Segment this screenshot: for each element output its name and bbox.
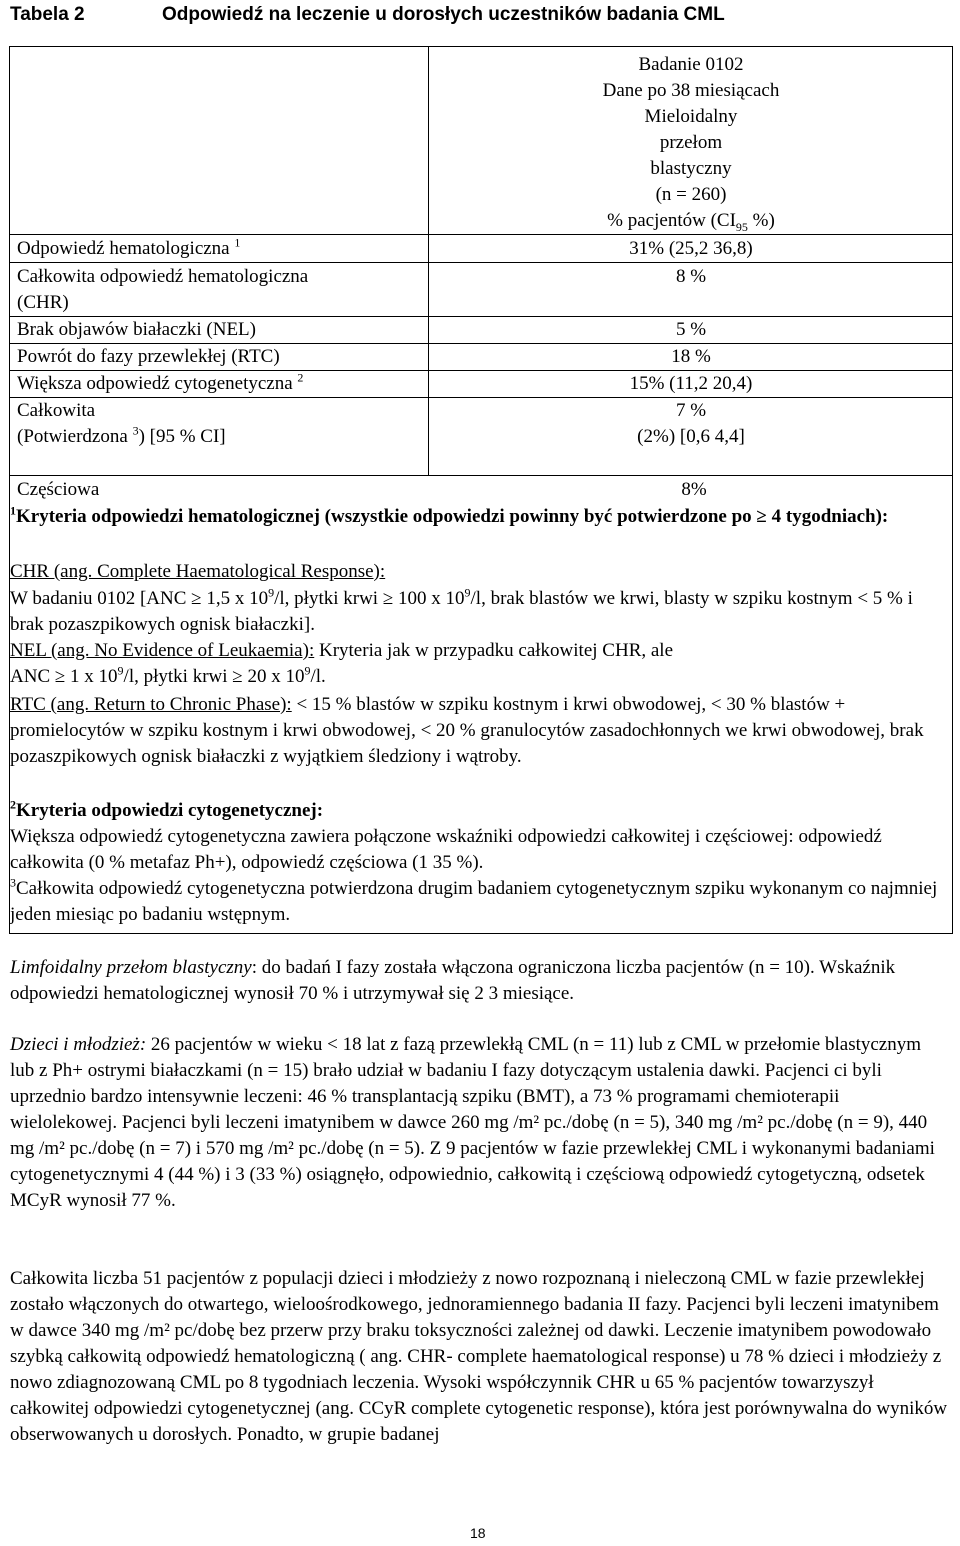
row-divider bbox=[9, 262, 953, 263]
row-hem-value: 31% (25,2 36,8) bbox=[629, 238, 753, 259]
header-data: Dane po 38 miesiącach bbox=[602, 80, 780, 101]
page-number: 18 bbox=[470, 1525, 486, 1541]
row-total-label-2: (Potwierdzona $^3$) [95 % CI] bbox=[17, 423, 226, 447]
row-chr-value: 8 % bbox=[675, 266, 707, 287]
table-caption-title: Odpowiedź na leczenie u dorosłych uczestników badania CML bbox=[162, 4, 725, 25]
footnote-chr-text: W badaniu 0102 [ANC ≥ 1,5 x $10^9/l$, płytki krwi ≥ 100 x $10^9/l$, brak blastów we krwi, blasty w szpiku kostnym < 5 % i brak pozaszpikowych ognisk białaczki]. bbox=[10, 585, 913, 635]
footnote-1-title: $^1$Kryteria odpowiedzi hematologicznej (wszystkie odpowiedzi powinny być potwierdzone po ≥ 4 tygodniach): bbox=[10, 503, 889, 527]
header-blastic: blastyczny bbox=[650, 158, 732, 179]
header-n: (n = 260) bbox=[655, 184, 727, 205]
footnote-3: $^3$Całkowita odpowiedź cytogenetyczna potwierdzona drugim badaniem cytogenetycznym szpiku wykonanym co najmniej jeden miesiąc po badaniu wstępnym. bbox=[10, 875, 938, 925]
row-chr-label-2: (CHR) bbox=[17, 292, 69, 313]
header-myeloid: Mieloidalny bbox=[644, 106, 738, 127]
row-total-value: 7 % bbox=[675, 400, 707, 421]
row-divider bbox=[9, 234, 429, 235]
row-divider bbox=[429, 234, 953, 235]
header-percent: % pacjentów ($CI_{95}$ %) bbox=[607, 210, 775, 234]
footnote-rtc: RTC (ang. Return to Chronic Phase): < 15 % blastów w szpiku kostnym i krwi obwodowej, < 30 % blastów + promielocytów w szpiku kostnym i krwi obwodowej, < 20 % granulocytów zasadochłonnych we krwi obwodowej, brak pozaszpikowych ognisk białaczki z wyjątkiem śledziony i wątroby. bbox=[10, 694, 924, 767]
header-study: Badanie 0102 bbox=[638, 54, 744, 75]
row-nel-label: Brak objawów białaczki (NEL) bbox=[17, 319, 256, 340]
paragraph-pediatric-study: Całkowita liczba 51 pacjentów z populacji dzieci i młodzieży z nowo rozpoznaną i nieleczoną CML w fazie przewlekłej zostało włączonych do otwartego, wieloośrodkowego, jednoramiennego badania II fazy. Pacjenci byli leczeni imatynibem w dawce 340 mg /m² pc/dobę bez przerw przy braku toksyczności zależnej od dawki. Leczenie imatynibem powodowało szybką całkowitą odpowiedź hematologiczną ( ang. CHR- complete haematological response) u 78 % dzieci i młodzieży z nowo zdiagnozowaną CML po 8 tygodniach leczenia. Wysoki współczynnik CHR u 65 % pacjentów towarzyszył całkowitej odpowiedzi cytogenetycznej (ang. CCyR complete cytogenetic response), która jest porównywalna do wyników obserwowanych u dorosłych. Ponadto, w grupie badanej bbox=[10, 1268, 948, 1445]
row-partial-label: Częściowa bbox=[17, 479, 100, 500]
row-rtc-label: Powrót do fazy przewlekłej (RTC) bbox=[17, 346, 280, 367]
row-nel-value: 5 % bbox=[675, 319, 707, 340]
row-partial-value: 8% bbox=[681, 479, 707, 500]
row-rtc-value: 18 % bbox=[671, 346, 711, 367]
row-total-label: Całkowita bbox=[17, 400, 96, 421]
footnote-2-title: $^2$Kryteria odpowiedzi cytogenetycznej: bbox=[10, 797, 324, 821]
row-total-value-2: (2%) [0,6 4,4] bbox=[637, 426, 745, 447]
table-caption-label: Tabela 2 bbox=[10, 4, 85, 25]
row-chr-label: Całkowita odpowiedź hematologiczna bbox=[17, 266, 309, 287]
row-cyto-label: Większa odpowiedź cytogenetyczna $^2$ bbox=[17, 370, 304, 394]
row-divider bbox=[9, 475, 953, 476]
row-cyto-value: 15% (11,2 20,4) bbox=[629, 373, 753, 394]
footnote-2-text: Większa odpowiedź cytogenetyczna zawiera połączone wskaźniki odpowiedzi całkowitej i częściowej: odpowiedź całkowita (0 % metafaz Ph+), odpowiedź częściowa (1 35 %). bbox=[10, 826, 882, 873]
footnote-chr-head: CHR (ang. Complete Haematological Response): bbox=[10, 561, 386, 582]
paragraph-children: Dzieci i młodzież: 26 pacjentów w wieku < 18 lat z fazą przewlekłą CML (n = 11) lub z CML w przełomie blastycznym lub z Ph+ ostrymi białaczkami (n = 15) brało udział w badaniu I fazy dotyczącym ustalenia dawki. Pacjenci ci byli uprzednio bardzo intensywnie leczeni: 46 % transplantacją szpiku (BMT), a 73 % programami chemioterapii wielolekowej. Pacjenci byli leczeni imatynibem w dawce 260 mg /m² pc./dobę (n = 5), 340 mg /m² pc./dobę (n = 9), 440 mg /m² pc./dobę (n = 7) i 570 mg /m² pc./dobę (n = 5). Z 9 pacjentów w fazie przewlekłej CML i wykonanymi badaniami cytogenetycznymi 4 (44 %) i 3 (33 %) osiągnęło, odpowiednio, całkowitą i częściową odpowiedź cytogetyczną, odsetek MCyR wynosił 77 %. bbox=[10, 1034, 935, 1211]
header-crisis: przełom bbox=[659, 132, 723, 153]
footnote-nel: NEL (ang. No Evidence of Leukaemia): Kryteria jak w przypadku całkowitej CHR, ale ANC ≥ 1 x $10^9/l$, płytki krwi ≥ 20 x $10^9/l$. bbox=[10, 640, 674, 687]
row-hem-label: Odpowiedź hematologiczna $^1$ bbox=[17, 235, 241, 259]
paragraph-lymphoid: Limfoidalny przełom blastyczny: do badań I fazy została włączona ograniczona liczba pacjentów (n = 10). Wskaźnik odpowiedzi hematologicznej wynosił 70 % i utrzymywał się 2 3 miesiące. bbox=[10, 957, 896, 1004]
